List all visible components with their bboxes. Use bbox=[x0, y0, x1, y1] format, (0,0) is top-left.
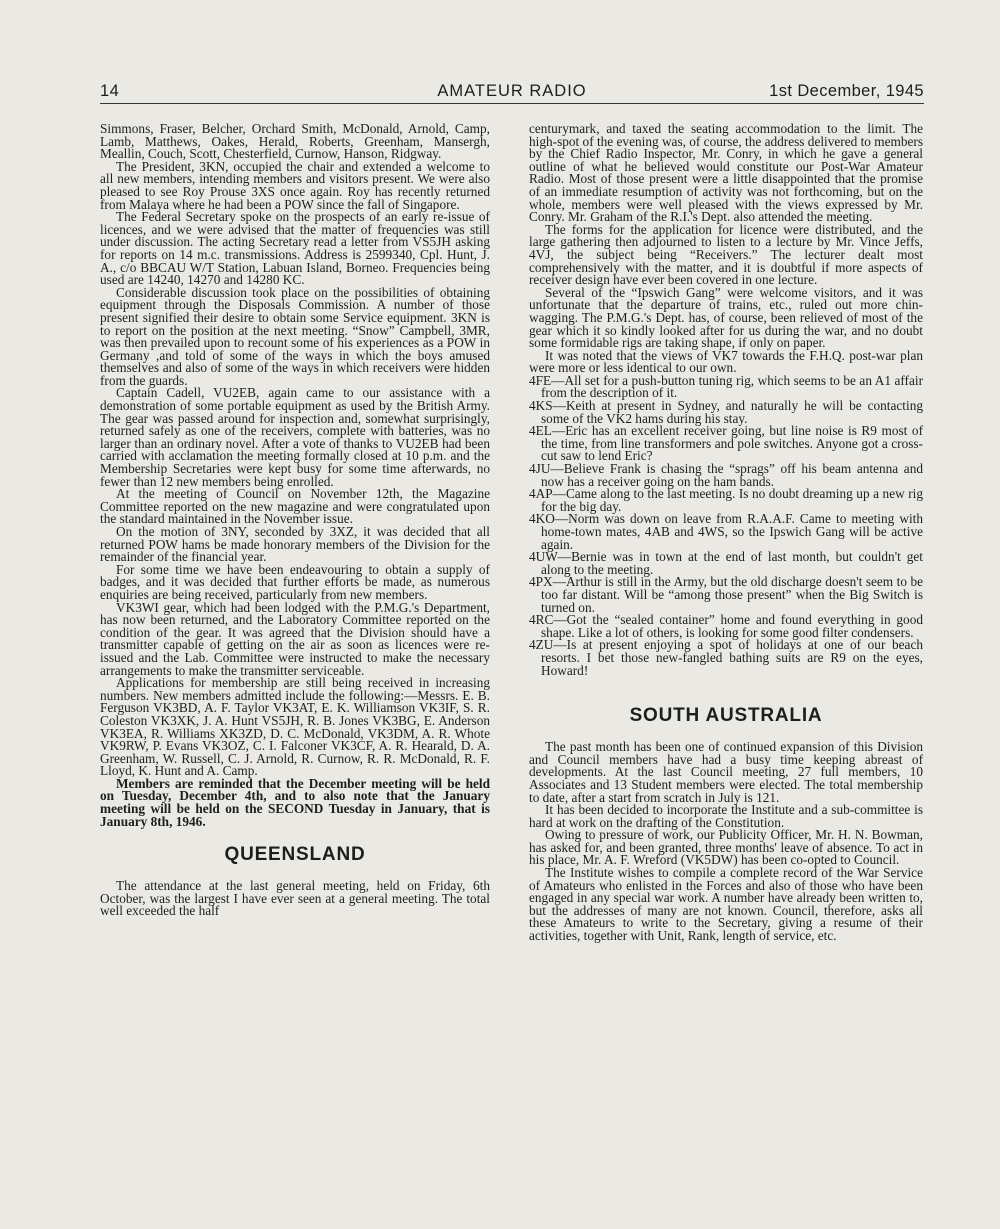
call-sign-note: 4RC—Got the “sealed container” home and found everything in good shape. Like a lot of others, is looking for some good filter condensers. bbox=[529, 612, 923, 640]
paragraph: VK3WI gear, which had been lodged with the P.M.G.'s Department, has now been returned, and the Laboratory Committee reported on the condition of the gear. It was agreed that the Division should have a transmitter capable of getting on the air as soon as licences were re-issued and the Lab. Committee were instructed to make the necessary arrangements to make the transmitter serviceable. bbox=[100, 599, 490, 678]
issue-date: 1st December, 1945 bbox=[769, 82, 924, 100]
call-sign-note: 4FE—All set for a push-button tuning rig, which seems to be an A1 affair from the description of it. bbox=[529, 372, 923, 401]
paragraph: The forms for the application for licence were distributed, and the large gathering then adjourned to listen to a lecture by Mr. Vince Jeffs, 4VJ, the subject being “Receivers.” The lecturer dealt most comprehensively with the matter, and it is doubtful if more aspects of receiver design have ever been covered in one lecture. bbox=[529, 221, 923, 288]
meeting-notice: Members are reminded that the December meeting will be held on Tuesday, December 4th, and to also note that the January meeting will be held on the SECOND Tuesday in January, that is January 8th, 1946. bbox=[100, 775, 490, 829]
right-column bbox=[529, 123, 923, 943]
magazine-title: AMATEUR RADIO bbox=[437, 82, 587, 100]
paragraph: Owing to pressure of work, our Publicity Officer, Mr. H. N. Bowman, has asked for, and been granted, three months' leave of absence. To act in his place, Mr. A. F. Wreford (VK5DW) has been co-opted to Council. bbox=[529, 827, 923, 868]
paragraph: On the motion of 3NY, seconded by 3XZ, it was decided that all returned POW hams be made honorary members of the Division for the remainder of the financial year. bbox=[100, 524, 490, 565]
call-sign-note: 4EL—Eric has an excellent receiver going, but line noise is R9 most of the time, from line transformers and pole switches. Anyone got a cross-cut saw to lend Eric? bbox=[529, 423, 923, 464]
paragraph: centurymark, and taxed the seating accommodation to the limit. The high-spot of the evening was, of course, the address delivered to members by the Chief Radio Inspector, Mr. Conry, in which he gave a general outline of what he believed would constitute our Post-War Amateur Radio. Most of those present were a little disappointed that the promise of an immediate resumption of activity was not forthcoming, but on the whole, members were well pleased with the views expressed by Mr. Conry. Mr. Graham of the R.I.'s Dept. also attended the meeting. bbox=[529, 121, 923, 225]
paragraph: It has been decided to incorporate the Institute and a sub-committee is hard at work on the drafting of the Constitution. bbox=[529, 802, 923, 830]
call-sign-note: 4KS—Keith at present in Sydney, and naturally he will be contacting some of the VK2 hams during his stay. bbox=[529, 398, 923, 426]
page-number: 14 bbox=[100, 82, 120, 100]
paragraph: It was noted that the views of VK7 towards the F.H.Q. post-war plan were more or less identical to our own. bbox=[529, 347, 923, 376]
paragraph: At the meeting of Council on November 12th, the Magazine Committee reported on the new magazine and were congratulated upon the standard maintained in the November issue. bbox=[100, 486, 490, 527]
paragraph: Several of the “Ipswich Gang” were welcome visitors, and it was unfortunate that the departure of trains, etc., ruled out more chin-wagging. The P.M.G.'s Dept. has, of course, been relieved of most of the gear which it so kindly looked after for us during the war, and no doubt some formidable rigs are taking shape, if only on paper. bbox=[529, 284, 923, 351]
section-heading-south-australia: SOUTH AUSTRALIA bbox=[629, 705, 823, 727]
call-sign-note: 4UW—Bernie was in town at the end of last month, but couldn't get along to the meeting. bbox=[529, 549, 923, 577]
paragraph: The attendance at the last general meeting, held on Friday, 6th October, was the largest I have ever seen at a general meeting. The total well exceeded the half bbox=[100, 878, 490, 919]
paragraph: The past month has been one of continued expansion of this Division and Council members have had a busy time keeping abreast of developments. At the last Council meeting, 27 full members, 10 Associates and 13 Student members were elected. The total membership to date, after a start from scratch in July is 121. bbox=[529, 739, 923, 805]
paragraph: For some time we have been endeavouring to obtain a supply of badges, and it was decided that further efforts be made, as numerous enquiries are being received, particularly from new members. bbox=[100, 561, 490, 602]
call-sign-note: 4AP—Came along to the last meeting. Is no doubt dreaming up a new rig for the big day. bbox=[529, 486, 923, 514]
paragraph: The Federal Secretary spoke on the prospects of an early re-issue of licences, and we were advised that the matter of frequencies was still under discussion. The acting Secretary read a letter from VS5JH asking for reports on 14 m.c. transmissions. Address is 2599340, Cpl. Hunt, J. A., c/o BBCAU W/T Station, Labuan Island, Borneo. Frequencies being used are 14240, 14270 and 14280 KC. bbox=[100, 209, 490, 288]
paragraph: Simmons, Fraser, Belcher, Orchard Smith, McDonald, Arnold, Camp, Lamb, Matthews, Oakes, Herald, Roberts, Greenham, Mansergh, Meallin, Couch, Scott, Chesterfield, Curnow, Hanson, Ridgway. bbox=[100, 121, 490, 162]
paragraph: The President, 3KN, occupied the chair and extended a welcome to all new members, intending members and visitors present. We were also pleased to see Roy Prouse 3XS once again. Roy has recently returned from Malaya where he had been a POW since the fall of Singapore. bbox=[100, 158, 490, 212]
call-sign-note: 4PX—Arthur is still in the Army, but the old discharge doesn't seem to be too far distant. Will be “among those present” when the Big Switch is turned on. bbox=[529, 574, 923, 615]
page-header bbox=[100, 80, 924, 104]
call-sign-note: 4KO—Norm was down on leave from R.A.A.F. Came to meeting with home-town mates, 4AB and 4WS, so the Ipswich Gang will be active again. bbox=[529, 511, 923, 552]
header-rule bbox=[100, 103, 924, 104]
paragraph: Captain Cadell, VU2EB, again came to our assistance with a demonstration of some portable equipment as used by the British Army. The gear was passed around for inspection and, somewhat surprisingly, returned safely as one of the receivers, complete with batteries, was no larger than an ordinary novel. After a vote of thanks to VU2EB had been carried with acclamation the meeting formally closed at 10 p.m. and the Membership Secretaries were kept busy for some time afterwards, no fewer than 12 new members being enrolled. bbox=[100, 385, 490, 489]
paragraph: The Institute wishes to compile a complete record of the War Service of Amateurs who enlisted in the Forces and also of those who have been engaged in any special war work. A number have already been written to, but the addresses of many are not known. Council, therefore, asks all these Amateurs to write to the Secretary, giving a resume of their activities, together with Unit, Rank, length of service, etc. bbox=[529, 865, 923, 944]
section-heading-queensland: QUEENSLAND bbox=[224, 844, 366, 866]
call-sign-note: 4JU—Believe Frank is chasing the “sprags” off his beam antenna and now has a receiver going on the ham bands. bbox=[529, 461, 923, 489]
left-column bbox=[100, 123, 490, 918]
call-sign-note: 4ZU—Is at present enjoying a spot of holidays at one of our beach resorts. I bet those new-fangled bathing suits are R9 on the eyes, Howard! bbox=[529, 637, 923, 678]
paragraph: Considerable discussion took place on the possibilities of obtaining equipment through the Disposals Commission. A number of those present signified their desire to obtain some Service equipment. 3KN is to report on the position at the next meeting. “Snow” Campbell, 3MR, was then prevailed upon to recount some of his experiences as a POW in Germany ,and told of some of the ways in which the boys amused themselves and also of some of the ways in which receivers were hidden from the guards. bbox=[100, 284, 490, 388]
paragraph: Applications for membership are still being received in increasing numbers. New members admitted include the following:—Messrs. E. B. Ferguson VK3BD, A. F. Taylor VK3AT, E. K. Williamson VK3IF, S. R. Coleston VK3XK, J. A. Hunt VS5JH, R. B. Jones VK3BG, E. Anderson VK3EA, R. Williams XK3ZD, D. C. McDonald, VK3DM, A. R. Whote VK9RW, P. Evans VK3OZ, C. I. Falconer VK3CF, A. R. Hearald, D. A. Greenham, W. Russell, C. J. Arnold, R. Curnow, R. R. McDonald, R. F. Lloyd, K. Hunt and A. Camp. bbox=[100, 675, 490, 779]
